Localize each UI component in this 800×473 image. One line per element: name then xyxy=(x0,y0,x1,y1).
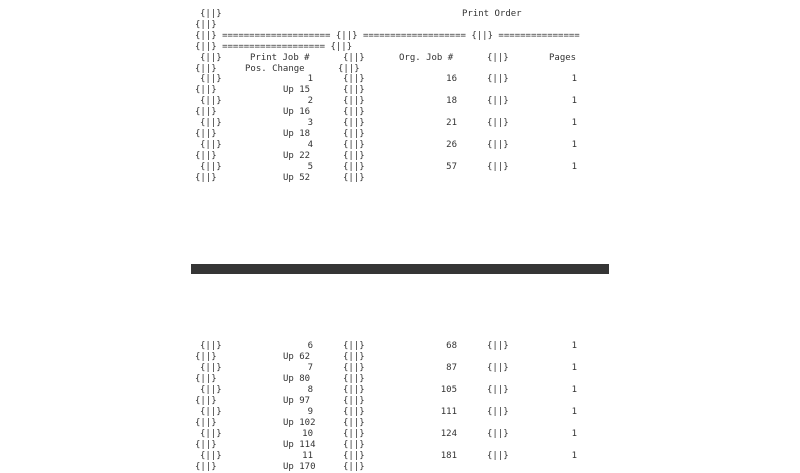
pipe-separator: {||} xyxy=(343,107,365,117)
pipe-separator: {||} xyxy=(343,363,365,373)
separator-line: {||} ==================== {||} =================== {||} =============== xyxy=(195,31,580,41)
pipe-separator: {||} xyxy=(200,162,222,172)
pipe-separator: {||} xyxy=(487,74,509,84)
print-job-number: 2 xyxy=(307,96,313,106)
pipe-separator: {||} xyxy=(195,107,217,117)
print-job-number: 5 xyxy=(307,162,313,172)
pipe-separator: {||} xyxy=(487,407,509,417)
pipe-separator: {||} xyxy=(343,140,365,150)
org-job-number: 105 xyxy=(440,385,457,395)
pipe-separator: {||} xyxy=(195,85,217,95)
org-job-number: 181 xyxy=(440,451,457,461)
pipe-separator: {||} xyxy=(487,429,509,439)
pipe-separator: {||} xyxy=(200,9,222,19)
pipe-separator: {||} xyxy=(200,341,222,351)
page-title: Print Order xyxy=(462,9,522,19)
column-header-pages: Pages xyxy=(549,53,577,63)
pipe-separator: {||} xyxy=(487,162,509,172)
column-header-print-job: Print Job # xyxy=(250,53,310,63)
page-count: 1 xyxy=(571,451,577,461)
print-job-number: 11 xyxy=(302,451,313,461)
position-change: Up 170 xyxy=(283,462,316,472)
position-change: Up 52 xyxy=(283,173,311,183)
print-job-number: 3 xyxy=(307,118,313,128)
pipe-separator: {||} xyxy=(343,462,365,472)
pipe-separator: {||} xyxy=(200,74,222,84)
pipe-separator: {||} xyxy=(343,429,365,439)
position-change: Up 15 xyxy=(283,85,311,95)
pipe-separator: {||} xyxy=(195,374,217,384)
pipe-separator: {||} xyxy=(343,96,365,106)
pipe-separator: {||} xyxy=(487,118,509,128)
pipe-separator: {||} xyxy=(343,407,365,417)
page-count: 1 xyxy=(571,140,577,150)
pipe-separator: {||} xyxy=(343,151,365,161)
pipe-separator: {||} xyxy=(343,53,365,63)
pipe-separator: {||} xyxy=(487,363,509,373)
page-count: 1 xyxy=(571,74,577,84)
pipe-separator: {||} xyxy=(343,341,365,351)
pipe-separator: {||} xyxy=(343,74,365,84)
pipe-separator: {||} xyxy=(343,374,365,384)
position-change: Up 114 xyxy=(283,440,316,450)
page-count: 1 xyxy=(571,429,577,439)
column-header-org-job: Org. Job # xyxy=(399,53,454,63)
column-header-pos-change: Pos. Change xyxy=(245,64,305,74)
pipe-separator: {||} xyxy=(487,341,509,351)
page-count: 1 xyxy=(571,162,577,172)
position-change: Up 80 xyxy=(283,374,311,384)
pipe-separator: {||} xyxy=(343,440,365,450)
pipe-separator: {||} xyxy=(200,429,222,439)
position-change: Up 62 xyxy=(283,352,311,362)
pipe-separator: {||} xyxy=(200,451,222,461)
position-change: Up 22 xyxy=(283,151,311,161)
pipe-separator: {||} xyxy=(487,451,509,461)
pipe-separator: {||} xyxy=(343,385,365,395)
pipe-separator: {||} xyxy=(200,96,222,106)
pipe-separator: {||} xyxy=(338,64,360,74)
pipe-separator: {||} xyxy=(343,162,365,172)
pipe-separator: {||} xyxy=(343,352,365,362)
position-change: Up 97 xyxy=(283,396,311,406)
position-change: Up 18 xyxy=(283,129,311,139)
org-job-number: 57 xyxy=(446,162,457,172)
org-job-number: 26 xyxy=(446,140,457,150)
pipe-separator: {||} xyxy=(343,173,365,183)
print-job-number: 4 xyxy=(307,140,313,150)
page-count: 1 xyxy=(571,118,577,128)
pipe-separator: {||} xyxy=(195,129,217,139)
org-job-number: 124 xyxy=(440,429,457,439)
print-job-number: 1 xyxy=(307,74,313,84)
pipe-separator: {||} xyxy=(200,140,222,150)
pipe-separator: {||} xyxy=(195,418,217,428)
pipe-separator: {||} xyxy=(343,396,365,406)
page-break-divider xyxy=(191,264,609,274)
page-count: 1 xyxy=(571,407,577,417)
position-change: Up 16 xyxy=(283,107,311,117)
pipe-separator: {||} xyxy=(343,129,365,139)
pipe-separator: {||} xyxy=(195,173,217,183)
print-job-number: 10 xyxy=(302,429,313,439)
pipe-separator: {||} xyxy=(195,462,217,472)
pipe-separator: {||} xyxy=(200,363,222,373)
pipe-separator: {||} xyxy=(195,64,217,74)
pipe-separator: {||} xyxy=(200,53,222,63)
pipe-separator: {||} xyxy=(200,407,222,417)
pipe-separator: {||} xyxy=(195,20,217,30)
pipe-separator: {||} xyxy=(487,385,509,395)
page-count: 1 xyxy=(571,96,577,106)
org-job-number: 18 xyxy=(446,96,457,106)
pipe-separator: {||} xyxy=(195,151,217,161)
position-change: Up 102 xyxy=(283,418,316,428)
org-job-number: 21 xyxy=(446,118,457,128)
org-job-number: 111 xyxy=(440,407,457,417)
separator-line: {||} =================== {||} xyxy=(195,42,353,52)
pipe-separator: {||} xyxy=(343,85,365,95)
pipe-separator: {||} xyxy=(200,118,222,128)
page-count: 1 xyxy=(571,363,577,373)
pipe-separator: {||} xyxy=(195,440,217,450)
print-job-number: 6 xyxy=(307,341,313,351)
pipe-separator: {||} xyxy=(343,451,365,461)
pipe-separator: {||} xyxy=(195,396,217,406)
pipe-separator: {||} xyxy=(487,53,509,63)
print-job-number: 9 xyxy=(307,407,313,417)
pipe-separator: {||} xyxy=(487,140,509,150)
page-count: 1 xyxy=(571,385,577,395)
print-job-number: 8 xyxy=(307,385,313,395)
pipe-separator: {||} xyxy=(200,385,222,395)
page-count: 1 xyxy=(571,341,577,351)
print-job-number: 7 xyxy=(307,363,313,373)
pipe-separator: {||} xyxy=(343,418,365,428)
org-job-number: 68 xyxy=(446,341,457,351)
pipe-separator: {||} xyxy=(195,352,217,362)
pipe-separator: {||} xyxy=(343,118,365,128)
org-job-number: 16 xyxy=(446,74,457,84)
pipe-separator: {||} xyxy=(487,96,509,106)
org-job-number: 87 xyxy=(446,363,457,373)
